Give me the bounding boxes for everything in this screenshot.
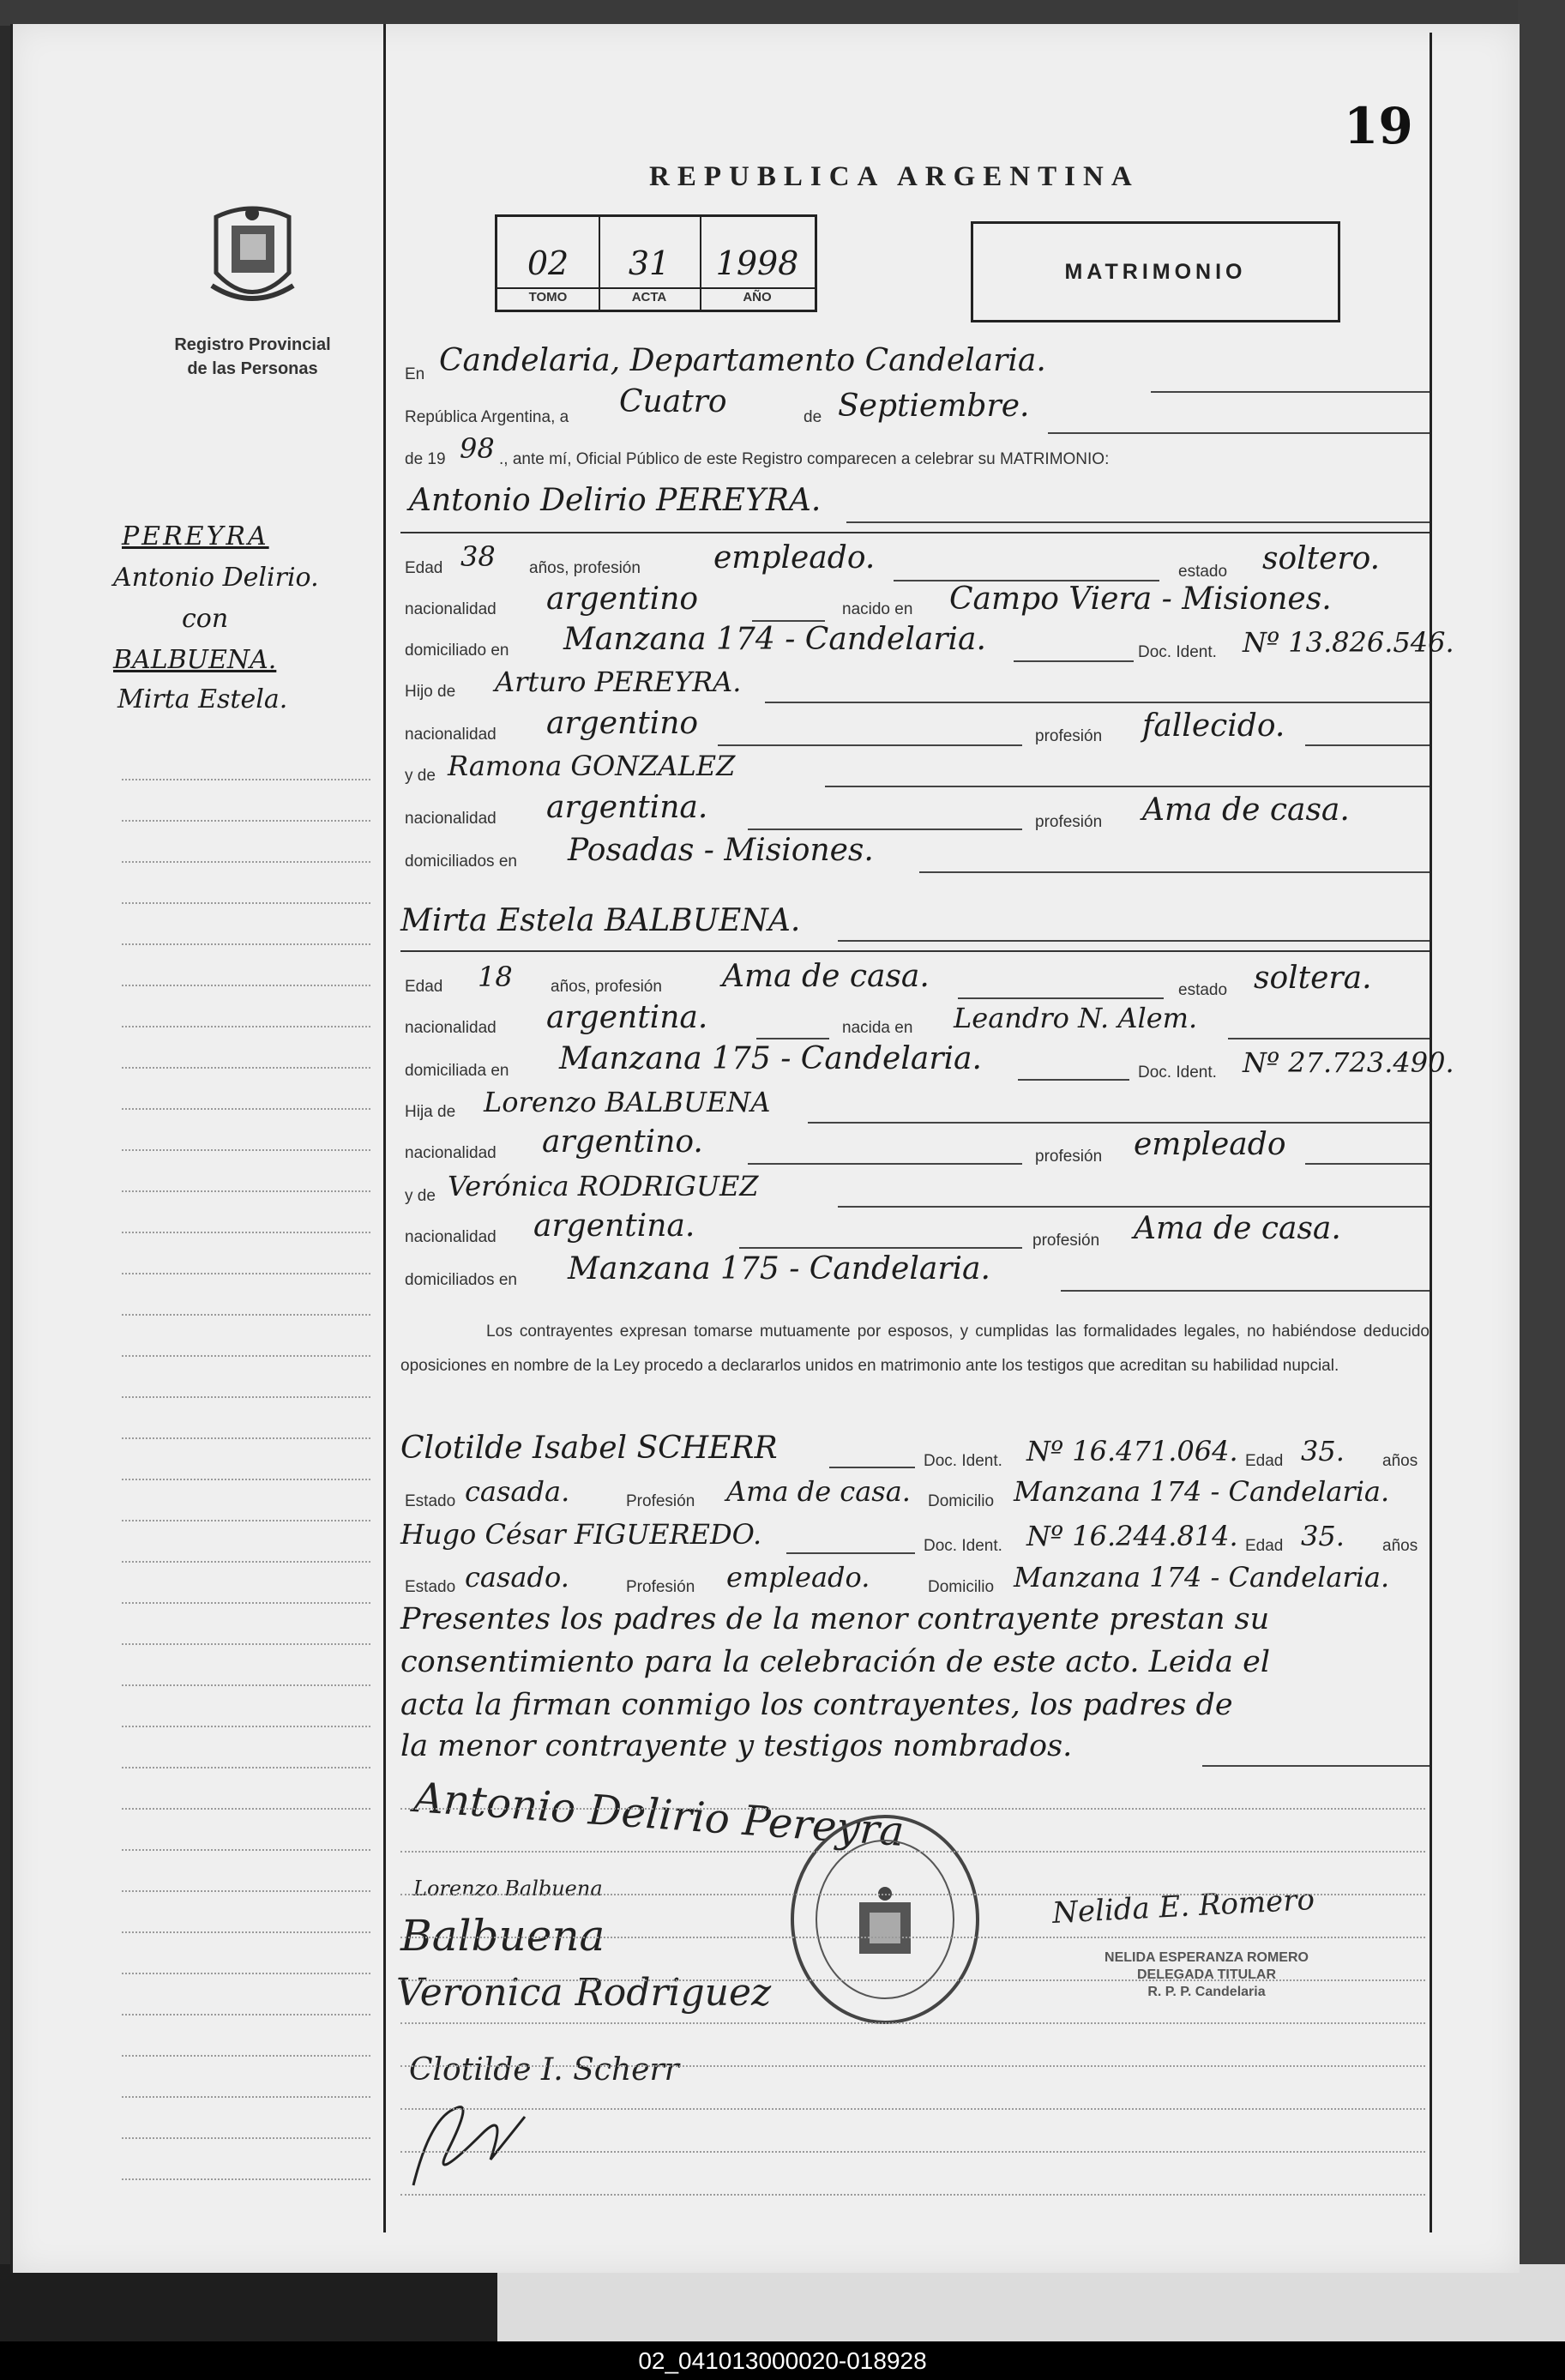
- margin-ruled-line: [122, 1726, 370, 1727]
- de-label: de: [804, 408, 822, 426]
- signature-ruled-line: [400, 2022, 1425, 2024]
- scan-filename: 02_041013000020-018928: [638, 2347, 927, 2374]
- groom-name-line: [846, 521, 1430, 523]
- margin-ruled-line: [122, 1479, 370, 1480]
- bride-age: 18: [478, 961, 513, 993]
- ano-value: 1998: [715, 244, 799, 282]
- bride-father-line: [808, 1122, 1430, 1124]
- witness1-domicilio-label: Domicilio: [928, 1492, 995, 1510]
- groom-father-profession: fallecido.: [1142, 708, 1285, 744]
- margin-ruled-line: [122, 1396, 370, 1398]
- groom-nacionalidad-label: nacionalidad: [405, 600, 497, 618]
- stamp-line2: DELEGADA TITULAR: [1136, 1967, 1277, 1982]
- groom-father-nationality-line: [718, 744, 1022, 746]
- bride-doc: Nº 27.723.490.: [1243, 1046, 1454, 1079]
- day-value: Cuatro: [619, 384, 727, 419]
- right-border-line: [1430, 33, 1432, 2232]
- bride-parents-address-line: [1061, 1290, 1430, 1292]
- witness1-anos-label: años: [1382, 1452, 1418, 1470]
- groom-parents-address: Posadas - Misiones.: [568, 833, 874, 868]
- witness2-doc: Nº 16.244.814.: [1026, 1520, 1238, 1552]
- margin-ruled-line: [122, 2014, 370, 2015]
- margin-ruled-line: [122, 861, 370, 863]
- witness2-profesion-label: Profesión: [626, 1578, 695, 1596]
- witness2-doc-label: Doc. Ident.: [924, 1537, 1002, 1555]
- bride-edad-label: Edad: [405, 978, 443, 996]
- bride-doc-label: Doc. Ident.: [1138, 1063, 1217, 1082]
- groom-anos-label: años, profesión: [529, 559, 641, 577]
- margin-ruled-line: [122, 1767, 370, 1768]
- bride-mother-nacionalidad-label: nacionalidad: [405, 1228, 497, 1246]
- page-left-edge: [10, 24, 13, 2273]
- groom-domiciliados-label: domiciliados en: [405, 853, 517, 871]
- groom-nationality: argentino: [546, 581, 699, 617]
- groom-signature: Antonio Delirio Pereyra: [412, 1774, 906, 1856]
- margin-ruled-line: [122, 1561, 370, 1563]
- signature-ruled-line: [400, 2151, 1425, 2153]
- bride-y-de-label: y de: [405, 1187, 436, 1205]
- margin-note-groom-names: Antonio Delirio.: [113, 563, 319, 593]
- groom-hijo-label: Hijo de: [405, 683, 456, 701]
- acta-label: ACTA: [599, 287, 700, 304]
- page-number: 19: [1344, 97, 1413, 155]
- registry-label: [130, 333, 375, 381]
- notes-line4: la menor contrayente y testigos nombrados.: [400, 1729, 1073, 1763]
- notes-line2: consentimiento para la celebración de este acto. Leida el: [400, 1645, 1271, 1679]
- ano-cell: [700, 217, 815, 310]
- officer-signature: Nelida E. Romero: [1051, 1883, 1315, 1931]
- margin-ruled-line: [122, 1190, 370, 1192]
- margin-ruled-line: [122, 1520, 370, 1521]
- groom-mother-line: [825, 786, 1430, 787]
- bride-mother-line: [838, 1206, 1430, 1208]
- witness2-anos-label: años: [1382, 1537, 1418, 1555]
- ano-label: AÑO: [700, 287, 815, 304]
- republic-label: República Argentina, a: [405, 408, 569, 426]
- officer-stamp: [1035, 1949, 1378, 2001]
- tomo-label: TOMO: [497, 287, 599, 304]
- margin-ruled-line: [122, 1026, 370, 1027]
- margin-ruled-line: [122, 2096, 370, 2098]
- groom-mother-nationality-line: [748, 828, 1022, 830]
- margin-ruled-line: [122, 1973, 370, 1974]
- witness1-marital-status: casada.: [465, 1475, 570, 1508]
- margin-divider-line: [383, 24, 386, 2232]
- declaration-text: Los contrayentes expresan tomarse mutuamente por esposos, y cumplidas las formalidades legales, no habiéndose deducido oposiciones en nombre de la Ley procedo a declararlos unidos en matrimonio ante los testigos que acreditan su habilidad nupcial.: [400, 1323, 1430, 1375]
- margin-ruled-line: [122, 1314, 370, 1316]
- groom-father: Arturo PEREYRA.: [495, 666, 742, 698]
- witness2-address: Manzana 174 - Candelaria.: [1014, 1561, 1390, 1594]
- groom-mother: Ramona GONZALEZ: [448, 750, 736, 782]
- margin-note-con: con: [182, 604, 229, 634]
- groom-doc-label: Doc. Ident.: [1138, 643, 1217, 661]
- margin-ruled-line: [122, 1437, 370, 1439]
- margin-ruled-line: [122, 985, 370, 986]
- margin-ruled-line: [122, 2178, 370, 2180]
- bride-marital-status: soltera.: [1254, 961, 1372, 996]
- bride-name-line: [838, 940, 1430, 942]
- margin-note-bride-surname: BALBUENA.: [113, 645, 277, 675]
- scan-background-right: [1518, 0, 1565, 2380]
- groom-mother-profession: Ama de casa.: [1142, 792, 1350, 828]
- tomo-cell: [497, 217, 600, 310]
- groom-nacido-label: nacido en: [842, 600, 913, 618]
- bride-nacida-label: nacida en: [842, 1019, 913, 1037]
- witness1-address: Manzana 174 - Candelaria.: [1014, 1475, 1390, 1508]
- witness1-name: Clotilde Isabel SCHERR: [400, 1431, 778, 1466]
- scan-background-bottom-dark: [0, 2264, 497, 2341]
- margin-note-bride-names: Mirta Estela.: [117, 684, 288, 714]
- groom-mother-nationality: argentina.: [546, 790, 708, 825]
- groom-doc: Nº 13.826.546.: [1243, 626, 1454, 659]
- scan-background-top: [0, 0, 1565, 26]
- bride-birthplace: Leandro N. Alem.: [954, 1002, 1198, 1034]
- bride-father-nacionalidad-label: nacionalidad: [405, 1144, 497, 1162]
- witness2-edad-label: Edad: [1245, 1537, 1284, 1555]
- bride-father-profesion-label: profesión: [1035, 1148, 1103, 1166]
- year-prefix: de 19: [405, 450, 446, 468]
- witness1-profession: Ama de casa.: [726, 1475, 911, 1508]
- witness1-doc-label: Doc. Ident.: [924, 1452, 1002, 1470]
- act-number-box: [495, 214, 817, 312]
- month-line: [1048, 432, 1430, 434]
- groom-father-profesion-label: profesión: [1035, 727, 1103, 745]
- signature-ruled-line: [400, 1894, 1425, 1895]
- margin-ruled-line: [122, 943, 370, 945]
- act-type-box: MATRIMONIO: [971, 221, 1340, 322]
- bride-address-line: [1018, 1079, 1129, 1081]
- groom-separator: [400, 532, 1430, 533]
- acta-value: 31: [628, 244, 671, 282]
- witness1-edad-label: Edad: [1245, 1452, 1284, 1470]
- groom-father-nationality: argentino: [546, 706, 699, 741]
- witness-scribble-signature-icon: [396, 2082, 551, 2194]
- bride-signature: Balbuena: [400, 1911, 605, 1961]
- stamp-line3: R. P. P. Candelaria: [1147, 1985, 1266, 1999]
- groom-mother-profesion-label: profesión: [1035, 813, 1103, 831]
- groom-estado-label: estado: [1178, 563, 1228, 581]
- mother-bride-signature: Veronica Rodriguez: [396, 1971, 772, 2015]
- bride-father-profession: empleado: [1134, 1127, 1286, 1162]
- groom-edad-label: Edad: [405, 559, 443, 577]
- bride-separator: [400, 950, 1430, 952]
- bride-full-name: Mirta Estela BALBUENA.: [400, 903, 801, 938]
- bride-anos-label: años, profesión: [551, 978, 662, 996]
- witness2-age: 35.: [1301, 1520, 1345, 1552]
- groom-domiciliado-label: domiciliado en: [405, 642, 509, 660]
- father-bride-signature: Lorenzo Balbuena: [413, 1877, 603, 1901]
- bride-mother-nationality: argentina.: [533, 1208, 695, 1244]
- notes-line3: acta la firman conmigo los contrayentes, los padres de: [400, 1688, 1233, 1722]
- witness2-marital-status: casado.: [465, 1561, 569, 1594]
- bride-father: Lorenzo BALBUENA: [484, 1086, 771, 1118]
- notes-line1: Presentes los padres de la menor contrayente prestan su: [400, 1602, 1270, 1636]
- margin-ruled-line: [122, 779, 370, 780]
- bride-father-nationality: argentino.: [542, 1124, 703, 1160]
- signature-ruled-line: [400, 2065, 1425, 2067]
- acta-cell: [599, 217, 701, 310]
- registry-label-line2: de las Personas: [187, 359, 318, 378]
- groom-birthplace: Campo Viera - Misiones.: [949, 581, 1332, 617]
- margin-ruled-line: [122, 1931, 370, 1933]
- official-seal-icon: [786, 1808, 984, 2031]
- witness2-name-line: [786, 1552, 915, 1554]
- place-value: Candelaria, Departamento Candelaria.: [439, 343, 1046, 378]
- margin-ruled-line: [122, 1602, 370, 1604]
- margin-ruled-line: [122, 1067, 370, 1069]
- en-label: En: [405, 365, 425, 383]
- registry-label-line1: Registro Provincial: [174, 335, 331, 354]
- document-page: [10, 24, 1520, 2273]
- margin-ruled-line: [122, 2137, 370, 2139]
- bride-mother-profesion-label: profesión: [1032, 1232, 1100, 1250]
- margin-ruled-line: [122, 1643, 370, 1645]
- witness2-estado-label: Estado: [405, 1578, 456, 1596]
- bride-nacionalidad-label: nacionalidad: [405, 1019, 497, 1037]
- margin-ruled-line: [122, 1273, 370, 1274]
- groom-full-name: Antonio Delirio PEREYRA.: [409, 483, 822, 518]
- groom-father-profession-line: [1305, 744, 1430, 746]
- groom-address-line: [1014, 660, 1134, 662]
- bride-mother-nationality-line: [739, 1247, 1022, 1249]
- signature-ruled-line: [400, 2194, 1425, 2196]
- signature-ruled-line: [400, 1851, 1425, 1853]
- groom-profession: empleado.: [713, 540, 876, 575]
- witness1-name-line: [829, 1467, 915, 1468]
- witness-signature: Clotilde I. Scherr: [409, 2052, 679, 2088]
- bride-birthplace-line: [1228, 1038, 1430, 1039]
- bride-nationality: argentina.: [546, 1000, 708, 1035]
- witness1-age: 35.: [1301, 1435, 1345, 1467]
- margin-ruled-line: [122, 1108, 370, 1110]
- place-line: [1151, 391, 1430, 393]
- margin-ruled-line: [122, 1684, 370, 1686]
- bride-father-nationality-line: [748, 1163, 1022, 1165]
- signature-ruled-line: [400, 2108, 1425, 2110]
- bride-profession: Ama de casa.: [722, 959, 930, 994]
- signature-ruled-line: [400, 1979, 1425, 1981]
- groom-father-line: [765, 702, 1430, 703]
- bride-estado-label: estado: [1178, 981, 1228, 999]
- bride-mother-profession: Ama de casa.: [1134, 1211, 1341, 1246]
- signature-ruled-line: [400, 1808, 1425, 1810]
- margin-ruled-line: [122, 1355, 370, 1357]
- witness1-doc: Nº 16.471.064.: [1026, 1435, 1238, 1467]
- republic-title: REPUBLICA ARGENTINA: [649, 161, 1140, 192]
- margin-ruled-line: [122, 1849, 370, 1851]
- bride-mother: Verónica RODRIGUEZ: [448, 1170, 759, 1202]
- witness2-profession: empleado.: [726, 1561, 870, 1594]
- stamp-line1: NELIDA ESPERANZA ROMERO: [1105, 1950, 1309, 1965]
- bride-parents-address: Manzana 175 - Candelaria.: [568, 1251, 990, 1286]
- groom-marital-status: soltero.: [1262, 541, 1381, 576]
- groom-age: 38: [460, 540, 496, 573]
- provincial-coat-of-arms-icon: [199, 200, 306, 311]
- witness1-profesion-label: Profesión: [626, 1492, 695, 1510]
- margin-ruled-line: [122, 1149, 370, 1151]
- witness1-estado-label: Estado: [405, 1492, 456, 1510]
- margin-ruled-line: [122, 1232, 370, 1233]
- groom-mother-nacionalidad-label: nacionalidad: [405, 810, 497, 828]
- margin-note-groom-surname: PEREYRA: [122, 521, 269, 551]
- bride-father-profession-line: [1305, 1163, 1430, 1165]
- bride-profession-line: [958, 997, 1164, 999]
- signature-ruled-line: [400, 1937, 1425, 1938]
- month-value: Septiembre.: [838, 389, 1030, 424]
- margin-ruled-line: [122, 1808, 370, 1810]
- margin-ruled-line: [122, 2055, 370, 2057]
- witness2-domicilio-label: Domicilio: [928, 1578, 995, 1596]
- margin-ruled-line: [122, 820, 370, 822]
- groom-address: Manzana 174 - Candelaria.: [563, 622, 986, 657]
- margin-ruled-line: [122, 902, 370, 904]
- year-suffix: 98: [460, 432, 495, 465]
- groom-father-nacionalidad-label: nacionalidad: [405, 726, 497, 744]
- bride-address: Manzana 175 - Candelaria.: [559, 1041, 982, 1076]
- groom-y-de-label: y de: [405, 767, 436, 785]
- bride-nationality-line: [756, 1038, 829, 1039]
- groom-parents-address-line: [919, 871, 1430, 873]
- statement-text: ., ante mí, Oficial Público de este Registro comparecen a celebrar su MATRIMONIO:: [499, 450, 1110, 468]
- notes-end-line: [1202, 1765, 1430, 1767]
- bride-domiciliada-label: domiciliada en: [405, 1062, 509, 1080]
- tomo-value: 02: [527, 244, 569, 282]
- bride-domiciliados-label: domiciliados en: [405, 1271, 517, 1289]
- bride-hija-label: Hija de: [405, 1103, 456, 1121]
- witness2-name: Hugo César FIGUEREDO.: [400, 1518, 762, 1551]
- margin-ruled-line: [122, 1890, 370, 1892]
